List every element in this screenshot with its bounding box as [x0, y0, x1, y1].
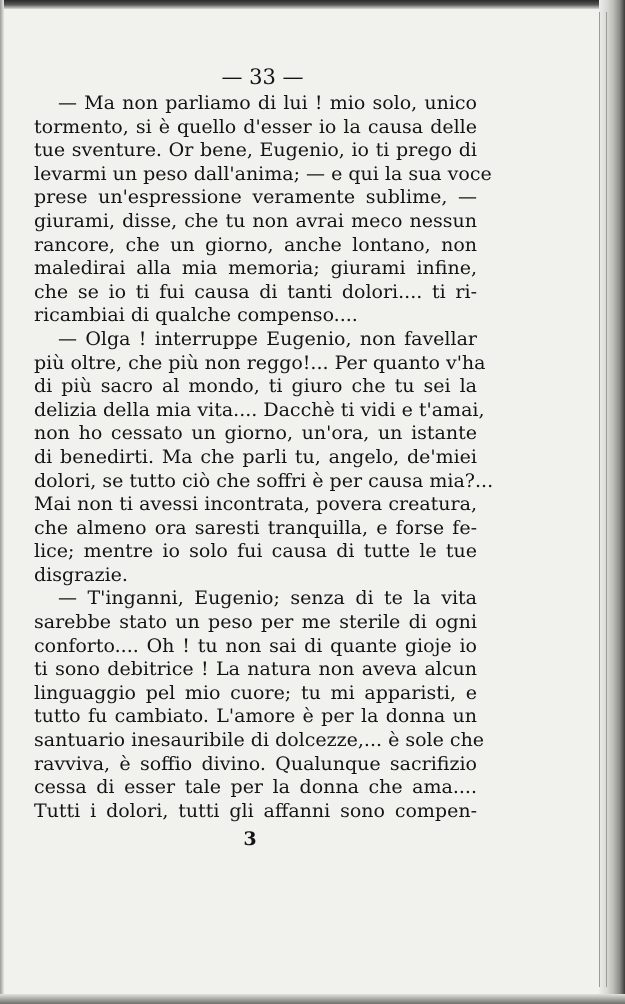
text-line: più oltre, che più non reggo!... Per quanto v'ha: [34, 351, 486, 374]
text-line: che se io ti fui causa di tanti dolori.... ti ri-: [34, 280, 477, 303]
text-body: [34, 92, 494, 823]
text-line: ti sono debitrice ! La natura non aveva alcun: [34, 658, 477, 681]
page-bottom-edge: [0, 994, 625, 1004]
text-line: rancore, che un giorno, anche lontano, non: [34, 233, 477, 256]
text-line: Mai non ti avessi incontrata, povera creatura,: [34, 493, 477, 516]
text-line: dolori, se tutto ciò che soffri è per causa mia?...: [34, 469, 494, 492]
text-line: ricambiai di qualche compenso....: [34, 304, 358, 327]
text-line: conforto.... Oh ! tu non sai di quante gioje io: [34, 634, 477, 657]
text-line: tue sventure. Or bene, Eugenio, io ti prego di: [34, 139, 477, 162]
text-line: ravviva, è soffio divino. Qualunque sacrifizio: [34, 752, 477, 775]
text-line: linguaggio pel mio cuore; tu mi apparisti, e: [34, 681, 477, 704]
text-line: giurami, disse, che tu non avrai meco nessun: [34, 209, 477, 232]
text-line: tutto fu cambiato. L'amore è per la donna un: [34, 705, 477, 728]
page-edge-line: [599, 12, 600, 987]
text-line: — Olga ! interruppe Eugenio, non favellar: [58, 327, 477, 350]
text-line: non ho cessato un giorno, un'ora, un istante: [34, 422, 477, 445]
text-line: che almeno ora saresti tranquilla, e forse fe-: [34, 516, 477, 539]
book-page: [34, 64, 494, 851]
text-line: Tutti i dolori, tutti gli affanni sono compen-: [34, 799, 477, 822]
page-top-edge: [0, 0, 625, 9]
text-line: — Ma non parliamo di lui ! mio solo, unico: [58, 92, 477, 114]
text-line: lice; mentre io solo fui causa di tutte le tue: [34, 540, 477, 563]
page-edge-line: [606, 12, 607, 987]
text-line: santuario inesauribile di dolcezze,... è sole che: [34, 729, 485, 752]
text-line: disgrazie.: [34, 563, 128, 586]
text-line: prese un'espressione veramente sublime, —: [34, 186, 477, 209]
text-line: cessa di esser tale per la donna che ama....: [34, 776, 477, 799]
page-right-edge: [599, 0, 625, 1004]
signature-mark: 3: [243, 828, 257, 851]
text-line: delizia della mia vita.... Dacchè ti vidi e t'amai,: [34, 398, 485, 421]
text-line: maledirai alla mia memoria; giurami infine,: [34, 257, 477, 280]
text-line: di benedirti. Ma che parli tu, angelo, de'miei: [34, 445, 477, 468]
page-left-edge: [0, 0, 4, 1004]
text-line: di più sacro al mondo, ti giuro che tu sei la: [34, 375, 477, 398]
text-line: — T'inganni, Eugenio; senza di te la vita: [58, 587, 477, 610]
text-line: levarmi un peso dall'anima; — e qui la sua voce: [34, 162, 492, 185]
text-line: sarebbe stato un peso per me sterile di ogni: [34, 611, 477, 634]
page-number: — 33 —: [221, 65, 304, 89]
text-line: tormento, si è quello d'esser io la causa delle: [34, 115, 477, 138]
